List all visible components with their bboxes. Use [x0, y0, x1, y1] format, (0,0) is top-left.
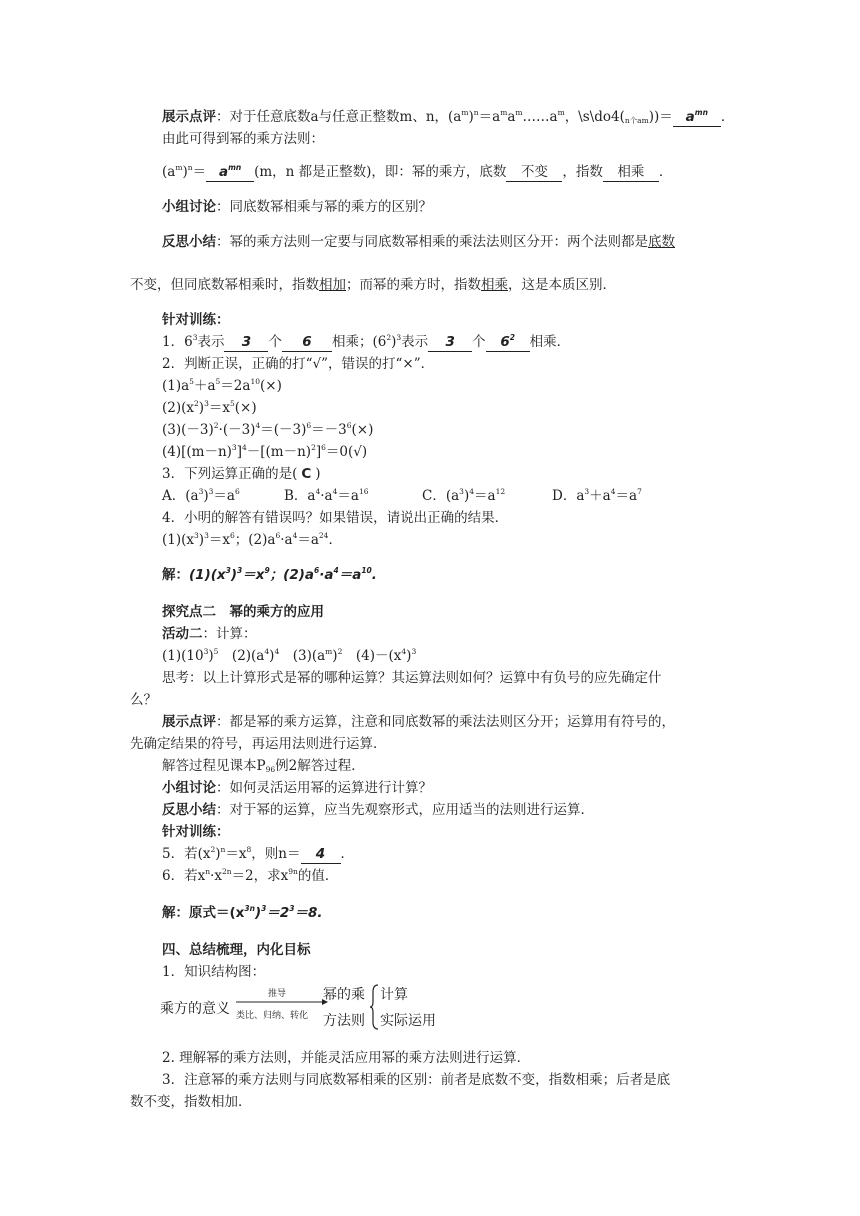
review-rule-line: 展示点评：对于任意底数a与任意正整数m、n，$(a^m)^n=a^ma^m\dots\dots a^m$，$\backslash s\backslash do4(_{n个am}))= a^{mn}$ ． — [162, 108, 735, 125]
reflection-line: 反思小结：对于幂的运算，应当先观察形式，应用适当的法则进行运算． — [162, 802, 594, 818]
question-5: 5．若$(x^2)^n=x^8$，则n＝ 4 ． — [162, 845, 354, 862]
activity-line: 活动二：计算： — [162, 626, 257, 642]
diagram-right-bottom: 实际运用 — [380, 1013, 436, 1029]
question-2-1: $(1)a^5+a^5=2a^{10}(\times)$ — [162, 377, 282, 394]
option-d: D．$a^3+a^4=a^7$ — [552, 487, 642, 504]
power-rule-line: $(a^m)^n= a^{mn}$ (m，n 都是正整数)，即：幂的乘方，底数 不变 ，指数 相乘 ． — [162, 163, 673, 180]
brace-icon — [370, 984, 380, 1030]
arrow-icon — [236, 998, 328, 1006]
reflection-line-2: 不变，但同底数幂相乘时，指数相加；而幂的乘方时，指数相乘，这是本质区别． — [130, 277, 616, 293]
answer-blank: 不变 — [506, 163, 562, 182]
question-2-4: $(4)[(m-n)^3]^4-[(m-n)^2]^6=0(√)$ — [162, 443, 368, 460]
diagram-left-node: 乘方的意义 — [160, 1001, 230, 1017]
label-display-review: 展示点评 — [162, 109, 216, 125]
summary-point-3: 3．注意幂的乘方法则与同底数幂相乘的区别：前者是底数不变，指数相乘；后者是底 — [162, 1072, 671, 1088]
textbook-reference: 解答过程见课本$P_{96}$例2解答过程． — [162, 758, 365, 774]
answer-blank: $a^{mn}$ — [673, 108, 721, 127]
section-heading: 针对训练： — [162, 824, 230, 840]
group-discussion-line: 小组讨论：同底数幂相乘与幂的乘方的区别？ — [162, 199, 432, 215]
summary-point-3-cont: 数不变，指数相加． — [130, 1094, 252, 1110]
reflection-line: 反思小结：幂的乘方法则一定要与同底数幂相乘的乘法法则区分开：两个法则都是底数 — [162, 234, 675, 250]
question-3-options — [162, 487, 642, 505]
question-1: 1．$6^3$表示 3 个 6 相乘；$(6^2)^3$表示 3 个 $6^2$ 相乘． — [162, 333, 571, 350]
activity-items: $(1)(10^3)^5$ $(2)(a^4)^4$ $(3)(a^m)^2$ $(4)-(x^4)^3$ — [162, 647, 417, 664]
diagram-mid-bottom: 方法则 — [323, 1013, 365, 1029]
review-line: 展示点评：都是幂的乘方运算，注意和同底数幂的乘法法则区分开；运算用有符号的， — [162, 714, 675, 730]
review-line-2: 先确定结果的符号，再运用法则进行运算． — [130, 736, 387, 752]
solution-6: 解：原式$=(x^{3n})^3=2^3=8$. — [162, 904, 323, 921]
arrow-label-bottom: 类比、归纳、转化 — [236, 1011, 309, 1021]
option-c: C．$(a^3)^4=a^{12}$ — [422, 487, 506, 504]
group-discussion-line: 小组讨论：如何灵活运用幂的运算进行计算？ — [162, 780, 432, 796]
rule-intro-line: 由此可得到幂的乘方法则： — [162, 131, 324, 147]
question-6: 6．若$x^n\cdot x^{2n}=2$，求$x^{9n}$的值． — [162, 867, 339, 884]
question-3: 3．下列运算正确的是( C ) — [162, 466, 321, 482]
question-2-2: $(2)(x^2)^3=x^5(\times)$ — [162, 399, 257, 416]
section-heading: 针对训练： — [162, 312, 230, 328]
section-heading: 四、总结梳理，内化目标 — [162, 942, 311, 958]
option-b: B．$a^4\cdot a^4=a^{16}$ — [284, 487, 369, 504]
summary-point-2: 2. 理解幂的乘方法则，并能灵活应用幂的乘方法则进行运算． — [162, 1050, 531, 1066]
knowledge-structure-diagram — [160, 980, 460, 1036]
diagram-right-top: 计算 — [380, 987, 408, 1003]
knowledge-structure-line: 1．知识结构图： — [162, 964, 266, 980]
diagram-mid-top: 幂的乘 — [323, 987, 365, 1003]
section-heading: 探究点二 幂的乘方的应用 — [162, 604, 324, 620]
option-a: A．$(a^3)^3=a^6$ — [162, 487, 240, 504]
question-2: 2．判断正误，正确的打“√”，错误的打“×”． — [162, 356, 435, 372]
arrow-label-top: 推导 — [268, 989, 287, 999]
solution-4: 解：$(1)(x^3)^3=x^9$；$(2)a^6\cdot a^4=a^{10}$. — [162, 566, 377, 583]
question-4-items: $(1)(x^3)^3=x^6$；$(2)a^6\cdot a^4=a^{24}$． — [162, 531, 342, 548]
answer-blank: 相乘 — [603, 163, 659, 182]
think-line-2: 么？ — [130, 692, 157, 708]
think-line: 思考：以上计算形式是幂的哪种运算？其运算法则如何？运算中有负号的应先确定什 — [162, 670, 662, 686]
question-4: 4．小明的解答有错误吗？如果错误，请说出正确的结果． — [162, 510, 509, 526]
answer-blank: $a^{mn}$ — [206, 163, 254, 182]
question-2-3: $(3)(-3)^2\cdot(-3)^4=(-3)^6=-3^6(\times)$ — [162, 421, 374, 438]
